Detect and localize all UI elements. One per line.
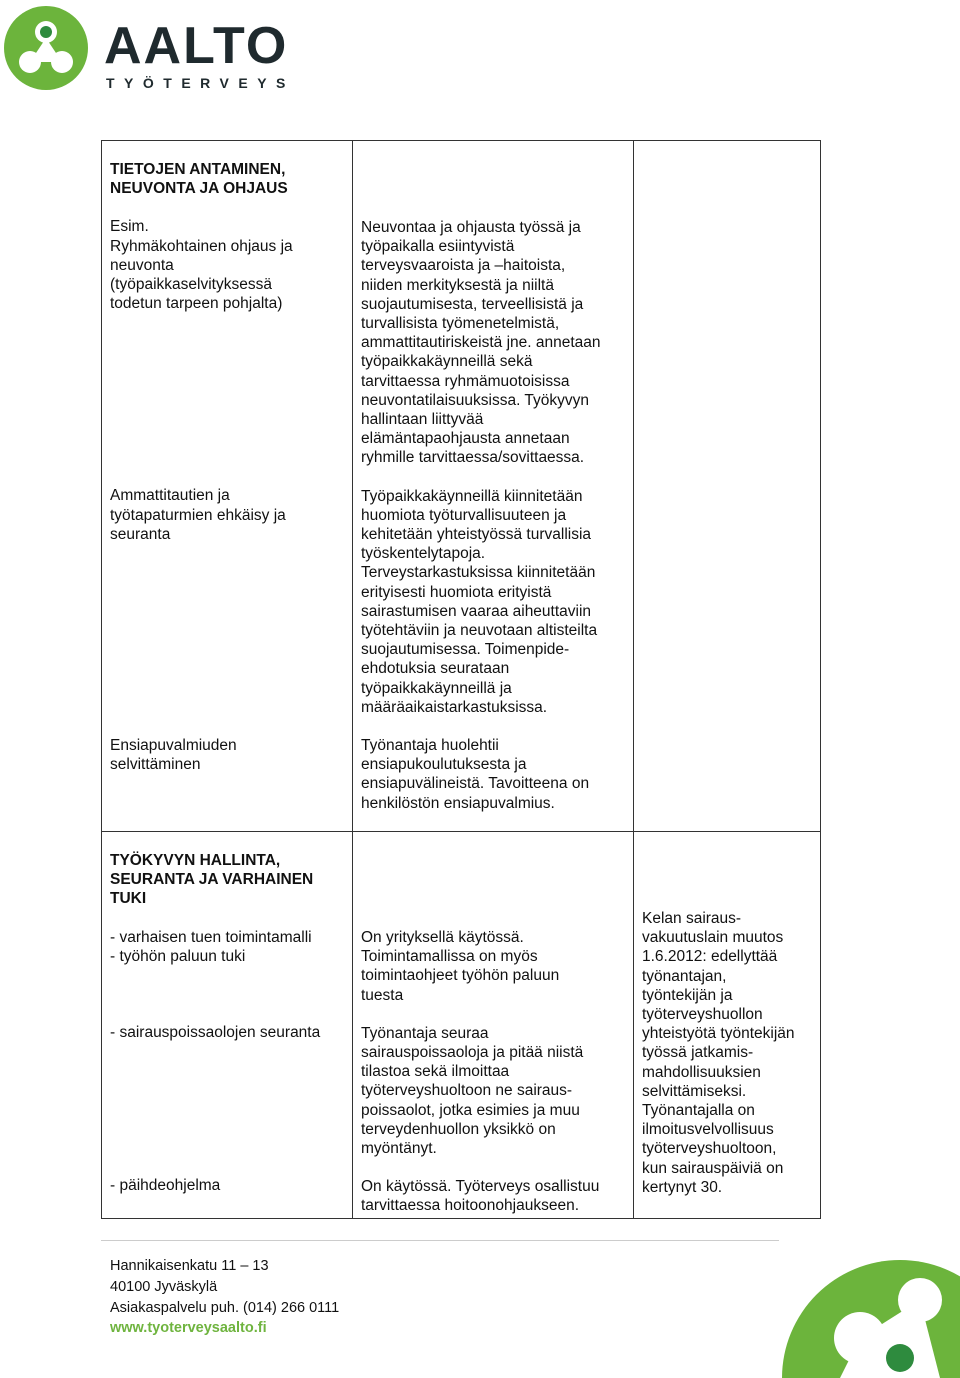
aalto-mark-icon [4, 4, 96, 94]
early-support-text: On yrityksellä käytössä. Toimintamallissa on myös toimintaohjeet työhön paluun tuesta [361, 928, 560, 1004]
section-heading: TIETOJEN ANTAMINEN, NEUVONTA JA OHJAUS [110, 161, 288, 198]
work-ability-col2 [353, 831, 634, 1218]
row-label-substance-program: - päihdeohjelma [110, 1177, 221, 1195]
corner-decoration-icon [750, 1238, 960, 1378]
info-advice-col3 [634, 141, 821, 832]
row-label-disease-prevention: Ammattitautien ja työtapaturmien ehkäisy ja seuranta [110, 487, 286, 543]
footer-city: 40100 Jyväskylä [110, 1278, 218, 1295]
absence-tracking-text: Työnantaja seuraa sairauspoissaoloja ja pitää niistä tilastoa sekä ilmoittaa työterveyshuoltoon ne sairaus- poissaolot, jotka esimies ja muu terveydenhuollon yksikkö on myöntänyt. [361, 1024, 584, 1157]
work-ability-col1 [102, 831, 353, 1218]
group-advice-text: Neuvontaa ja ohjausta työssä ja työpaikalla esiintyvistä terveysvaaroista ja –haitoista, niiden merkityksestä ja niiltä suojautumisesta, terveellisistä ja turvallisista työmenetelmistä, ammattitautiriskeistä jne. annetaan työpaikkakäynneillä sekä tarvittaessa ryhmämuotoisissa neuvontatilaisuuksissa. Työkyvyn hallintaan liittyvää elämäntapaohjausta annetaan ryhmille tarvittaessa/sovittaessa. [361, 219, 601, 467]
info-advice-col2 [353, 141, 634, 832]
footer-website-link[interactable]: www.tyoterveysaalto.fi [110, 1320, 267, 1337]
info-advice-col1 [102, 141, 353, 832]
footer-street: Hannikaisenkatu 11 – 13 [110, 1258, 269, 1274]
kela-note-text: Kelan sairaus- vakuutuslain muutos 1.6.2012: edellyttää työnantajan, työntekijän ja työterveyshuollon yhteistyötä työntekijän työssä jatkamis- mahdollisuuksien selvittämiseksi. Työnantajalla on ilmoitusvelvollisuus työterveyshuoltoon, kun sairauspäiviä on kertynyt 30. [642, 909, 795, 1196]
row-label-first-aid: Ensiapuvalmiuden selvittäminen [110, 737, 237, 774]
footer-address [110, 1256, 339, 1339]
first-aid-text: Työnantaja huolehtii ensiapukoulutuksesta ja ensiapuvälineistä. Tavoitteena on henkilöstön ensiapuvalmius. [361, 737, 590, 812]
substance-program-text: On käytössä. Työterveys osallistuu tarvittaessa hoitoonohjaukseen. [361, 1178, 600, 1215]
section-work-ability [102, 831, 821, 1218]
disease-prevention-text: Työpaikkakäynneillä kiinnitetään huomiota työturvallisuuteen ja kehitetään yhteistyössä turvallisia työskentelytapoja. Terveystarkastuksissa kiinnitetään erityisesti huomiota erityistä sairastumisen vaaraa aiheuttaviin työtehtäviin ja neuvotaan altisteilta suojautumisessa. Toimenpide- ehdotuksia seurataan työpaikkakäynneillä ja määräaikaistarkastuksissa. [361, 487, 598, 716]
service-table [101, 140, 821, 1219]
work-ability-col3 [634, 831, 821, 1218]
footer-phone: Asiakaspalvelu puh. (014) 266 0111 [110, 1299, 340, 1316]
brand-name: AALTO [104, 17, 289, 75]
brand-subtitle: TYÖTERVEYS [106, 75, 295, 91]
footer-divider [101, 1240, 779, 1241]
section-info-advice [102, 141, 821, 832]
row-label-absence-tracking: - sairauspoissaolojen seuranta [110, 1023, 321, 1041]
row-label-group-advice: Esim. Ryhmäkohtainen ohjaus ja neuvonta (työpaikkaselvityksessä todetun tarpeen pohjalta) [110, 218, 293, 313]
aalto-logo [4, 4, 295, 94]
row-label-early-support: - varhaisen tuen toimintamalli - työhön paluun tuki [110, 928, 312, 965]
section-heading: TYÖKYVYN HALLINTA, SEURANTA JA VARHAINEN TUKI [110, 851, 314, 908]
